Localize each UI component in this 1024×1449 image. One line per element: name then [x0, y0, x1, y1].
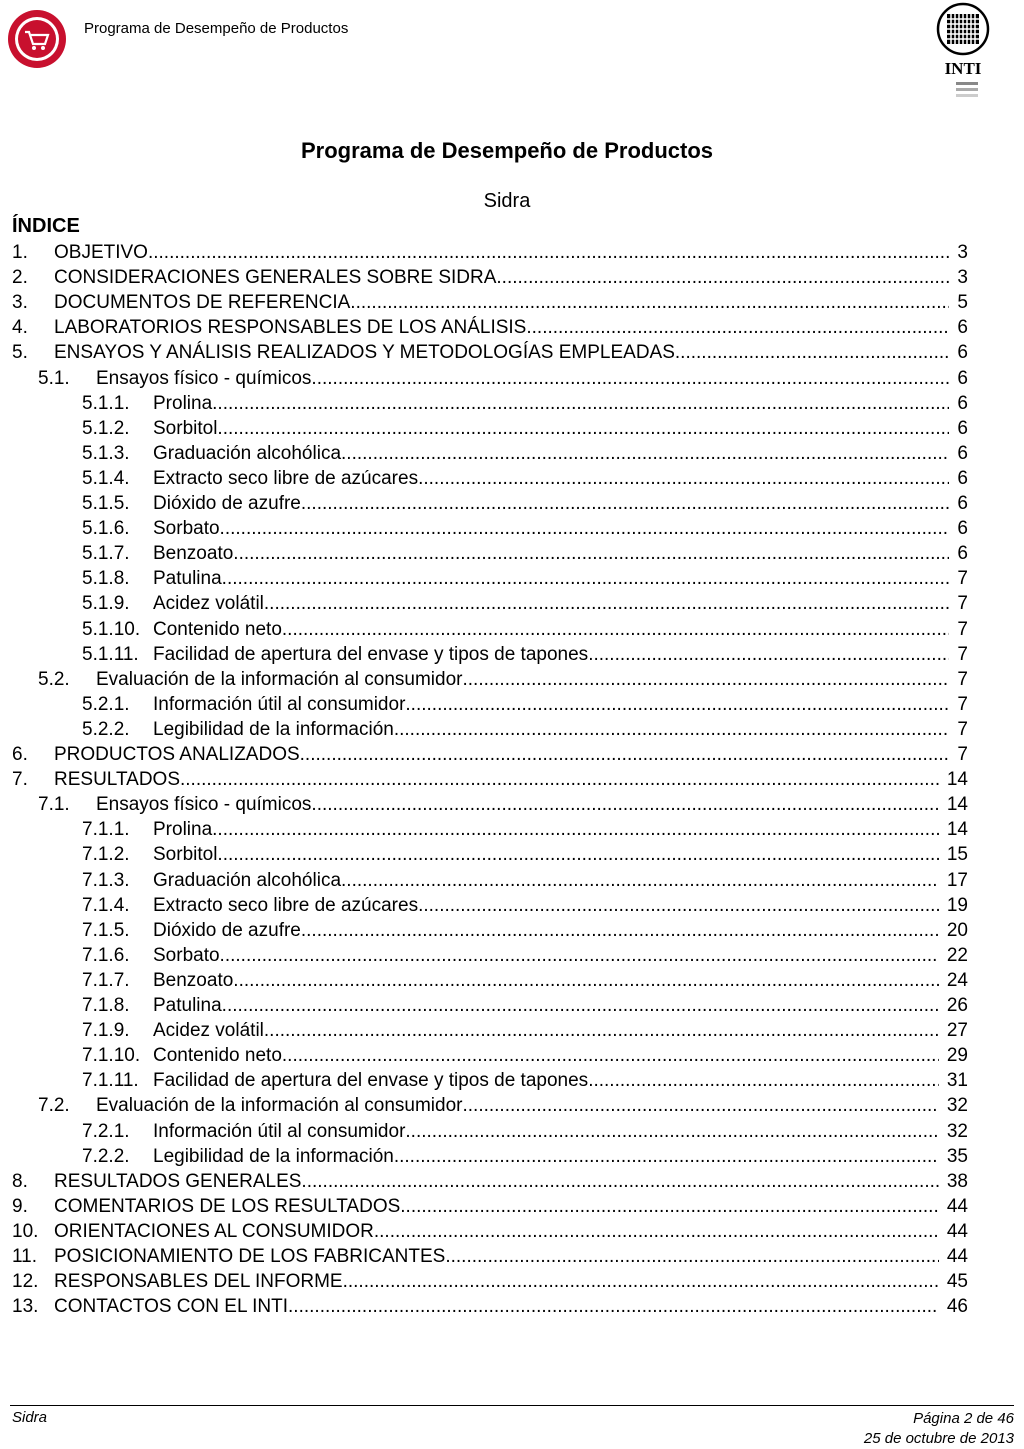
toc-entry-label: Prolina — [153, 392, 213, 414]
toc-entry-label: Información útil al consumidor — [153, 693, 406, 715]
toc-leader-dots — [301, 918, 939, 943]
toc-entry-label: Legibilidad de la información — [153, 1145, 394, 1167]
toc-entry[interactable] — [0, 541, 1024, 566]
toc-entry-label: LABORATORIOS RESPONSABLES DE LOS ANÁLISIS — [54, 317, 527, 339]
toc-entry-page: 5 — [957, 292, 968, 314]
toc-leader-dots — [217, 842, 938, 867]
toc-entry-label: Sorbitol — [153, 844, 218, 866]
toc-leader-dots — [311, 366, 949, 391]
toc-leader-dots — [462, 667, 949, 692]
toc-entry[interactable] — [0, 767, 1024, 792]
toc-entry-page: 31 — [946, 1070, 968, 1092]
toc-entry-number: 7.1.5. — [82, 919, 130, 941]
toc-entry-label: Graduación alcohólica — [153, 442, 342, 464]
toc-entry-page: 22 — [946, 944, 968, 966]
toc-entry-number: 7.1.9. — [82, 1020, 130, 1042]
toc-entry-number: 5.1.4. — [82, 467, 130, 489]
toc-entry[interactable] — [0, 290, 1024, 315]
toc-entry-label: Facilidad de apertura del envase y tipos de tapones — [153, 1070, 589, 1092]
toc-entry-label: Patulina — [153, 568, 222, 590]
toc-entry-number: 5.1.8. — [82, 568, 130, 590]
toc-leader-dots — [180, 767, 939, 792]
toc-entry-page: 32 — [946, 1095, 968, 1117]
toc-entry[interactable] — [0, 868, 1024, 893]
toc-entry-page: 7 — [957, 668, 968, 690]
toc-entry-page: 6 — [957, 367, 968, 389]
toc-entry-page: 24 — [946, 969, 968, 991]
toc-entry-number: 7.1.8. — [82, 995, 130, 1016]
toc-entry-number: 7.1.2. — [82, 844, 130, 866]
toc-entry-label: Acidez volátil — [153, 1020, 264, 1042]
toc-entry-label: Sorbato — [153, 944, 220, 966]
toc-leader-dots — [212, 391, 949, 416]
toc-entry-label: Ensayos físico - químicos — [96, 367, 312, 389]
toc-leader-dots — [588, 642, 949, 667]
index-heading: ÍNDICE — [12, 215, 80, 237]
toc-entry-label: ENSAYOS Y ANÁLISIS REALIZADOS Y METODOLOGÍAS EMPLEADAS — [54, 342, 675, 364]
toc-leader-dots — [220, 516, 950, 541]
toc-entry-number: 2. — [12, 267, 28, 289]
toc-entry-label: Sorbitol — [153, 417, 218, 439]
toc-entry-page: 14 — [946, 819, 968, 841]
toc-entry[interactable] — [0, 240, 1024, 265]
toc-entry-page: 44 — [946, 1220, 968, 1242]
toc-entry[interactable] — [0, 1043, 1024, 1068]
toc-entry-label: Contenido neto — [153, 1045, 282, 1067]
toc-entry-label: CONSIDERACIONES GENERALES SOBRE SIDRA — [54, 267, 497, 289]
toc-entry-label: Evaluación de la información al consumidor — [96, 668, 463, 690]
toc-entry-number: 7.2. — [38, 1095, 70, 1117]
toc-entry-label: Información útil al consumidor — [153, 1120, 406, 1142]
footer-meta — [864, 1409, 1014, 1449]
toc-entry-number: 7.1.3. — [82, 869, 130, 891]
toc-entry-page: 14 — [946, 794, 968, 816]
toc-entry-page: 15 — [946, 844, 968, 866]
toc-entry-number: 1. — [12, 242, 28, 263]
toc-leader-dots — [462, 1093, 938, 1118]
toc-entry-number: 12. — [12, 1271, 39, 1293]
toc-leader-dots — [526, 315, 949, 340]
toc-entry[interactable] — [0, 1119, 1024, 1144]
toc-entry-number: 5.1.3. — [82, 442, 130, 464]
toc-entry-page: 7 — [957, 593, 968, 615]
toc-entry-number: 10. — [12, 1220, 39, 1242]
toc-entry-page: 7 — [957, 744, 968, 765]
toc-leader-dots — [301, 491, 950, 516]
toc-leader-dots — [350, 290, 949, 315]
toc-entry-label: ORIENTACIONES AL CONSUMIDOR — [54, 1220, 374, 1242]
toc-entry-label: Ensayos físico - químicos — [96, 794, 312, 816]
toc-entry-label: Contenido neto — [153, 618, 282, 640]
toc-entry-page: 7 — [957, 693, 968, 715]
toc-entry[interactable] — [0, 642, 1024, 667]
toc-entry-page: 6 — [957, 442, 968, 464]
toc-entry-label: RESULTADOS — [54, 769, 180, 791]
toc-entry[interactable] — [0, 667, 1024, 692]
toc-entry-label: RESULTADOS GENERALES — [54, 1170, 302, 1192]
toc-entry[interactable] — [0, 792, 1024, 817]
toc-entry-number: 7.1.4. — [82, 894, 130, 916]
toc-leader-dots — [282, 617, 950, 642]
toc-leader-dots — [496, 265, 949, 290]
toc-entry-page: 46 — [946, 1296, 968, 1318]
footer-page-number: Página 2 de 46 — [913, 1410, 1014, 1427]
toc-entry-page: 29 — [946, 1045, 968, 1067]
toc-entry-page: 44 — [946, 1195, 968, 1217]
toc-entry-label: Legibilidad de la información — [153, 718, 394, 740]
toc-entry-number: 4. — [12, 317, 28, 339]
toc-entry-number: 9. — [12, 1195, 28, 1217]
toc-entry[interactable] — [0, 591, 1024, 616]
toc-entry[interactable] — [0, 943, 1024, 968]
toc-leader-dots — [394, 1144, 939, 1169]
toc-entry-page: 20 — [946, 919, 968, 941]
toc-entry-label: PRODUCTOS ANALIZADOS — [54, 744, 300, 765]
toc-leader-dots — [343, 1269, 939, 1294]
toc-entry[interactable] — [0, 1269, 1024, 1294]
toc-entry[interactable] — [0, 391, 1024, 416]
toc-entry[interactable] — [0, 918, 1024, 943]
toc-entry-number: 5.1.7. — [82, 543, 130, 565]
toc-leader-dots — [588, 1068, 939, 1093]
toc-entry-number: 6. — [12, 744, 28, 765]
toc-leader-dots — [311, 792, 938, 817]
toc-entry-page: 44 — [946, 1246, 968, 1267]
toc-entry-label: Benzoato — [153, 969, 234, 991]
toc-entry-number: 5.1.2. — [82, 417, 130, 439]
toc-entry-page: 38 — [946, 1170, 968, 1192]
toc-entry[interactable] — [0, 717, 1024, 742]
toc-entry-label: Extracto seco libre de azúcares — [153, 467, 419, 489]
toc-entry[interactable] — [0, 1294, 1024, 1319]
footer-date: 25 de octubre de 2013 — [863, 1430, 1014, 1447]
toc-entry-label: Facilidad de apertura del envase y tipos de tapones — [153, 643, 589, 665]
toc-entry-page: 26 — [946, 995, 968, 1016]
toc-entry[interactable] — [0, 441, 1024, 466]
program-seal-logo-icon — [6, 8, 68, 70]
toc-leader-dots — [405, 1119, 938, 1144]
toc-entry[interactable] — [0, 1219, 1024, 1244]
toc-entry-number: 7.2.2. — [82, 1145, 130, 1167]
toc-entry-number: 5.1.5. — [82, 493, 130, 514]
toc-leader-dots — [217, 416, 949, 441]
toc-entry[interactable] — [0, 466, 1024, 491]
toc-entry[interactable] — [0, 1093, 1024, 1118]
toc-entry-page: 6 — [957, 342, 968, 364]
toc-entry-number: 5.1.9. — [82, 593, 130, 615]
toc-entry-page: 45 — [946, 1271, 968, 1293]
toc-leader-dots — [301, 1169, 938, 1194]
toc-entry-page: 27 — [946, 1020, 968, 1042]
toc-entry-page: 35 — [946, 1145, 968, 1167]
toc-entry-page: 14 — [946, 769, 968, 791]
toc-entry[interactable] — [0, 1068, 1024, 1093]
toc-entry-number: 7.1.11. — [82, 1070, 139, 1092]
toc-leader-dots — [233, 541, 949, 566]
toc-entry-label: Acidez volátil — [153, 593, 264, 615]
toc-entry[interactable] — [0, 893, 1024, 918]
inti-logo-text: INTI — [944, 59, 982, 78]
toc-entry-number: 5. — [12, 342, 28, 364]
toc-entry-page: 32 — [946, 1120, 968, 1142]
toc-entry-label: Evaluación de la información al consumidor — [96, 1095, 463, 1117]
toc-entry-number: 5.1.11. — [82, 643, 139, 665]
document-title: Programa de Desempeño de Productos — [301, 138, 713, 163]
toc-leader-dots — [418, 893, 939, 918]
toc-entry[interactable] — [0, 491, 1024, 516]
toc-entry[interactable] — [0, 968, 1024, 993]
toc-leader-dots — [212, 817, 939, 842]
toc-leader-dots — [233, 968, 939, 993]
toc-entry[interactable] — [0, 1194, 1024, 1219]
footer-document-name: Sidra — [12, 1409, 48, 1426]
toc-leader-dots — [220, 943, 939, 968]
toc-entry[interactable] — [0, 566, 1024, 591]
toc-entry[interactable] — [0, 366, 1024, 391]
toc-entry[interactable] — [0, 817, 1024, 842]
toc-entry-label: POSICIONAMIENTO DE LOS FABRICANTES — [54, 1246, 446, 1267]
toc-entry-label: Graduación alcohólica — [153, 869, 342, 891]
toc-entry-page: 7 — [957, 618, 968, 640]
toc-entry[interactable] — [0, 340, 1024, 365]
toc-leader-dots — [405, 692, 949, 717]
toc-leader-dots — [341, 868, 939, 893]
toc-leader-dots — [222, 566, 950, 591]
toc-entry-number: 7.2.1. — [82, 1120, 130, 1142]
toc-leader-dots — [394, 717, 950, 742]
toc-entry-page: 6 — [957, 543, 968, 565]
toc-entry-page: 6 — [957, 392, 968, 414]
document-subtitle: Sidra — [483, 190, 531, 212]
toc-entry-label: Extracto seco libre de azúcares — [153, 894, 419, 916]
toc-entry-number: 13. — [12, 1296, 39, 1318]
toc-entry[interactable] — [0, 692, 1024, 717]
toc-leader-dots — [374, 1219, 939, 1244]
toc-entry[interactable] — [0, 1144, 1024, 1169]
toc-entry-number: 5.2. — [38, 668, 70, 690]
toc-entry-number: 7.1.1. — [82, 819, 130, 841]
toc-entry-number: 11. — [12, 1246, 38, 1267]
toc-entry-label: Prolina — [153, 819, 213, 841]
toc-entry-number: 5.2.2. — [82, 718, 130, 740]
toc-entry-label: Dióxido de azufre — [153, 493, 301, 514]
toc-entry-page: 6 — [957, 417, 968, 439]
toc-entry-number: 5.2.1. — [82, 693, 130, 715]
toc-entry-number: 7.1.10. — [82, 1045, 141, 1067]
toc-entry-label: DOCUMENTOS DE REFERENCIA — [54, 292, 351, 314]
toc-entry-label: Dióxido de azufre — [153, 919, 301, 941]
toc-entry-number: 3. — [12, 292, 28, 314]
toc-entry[interactable] — [0, 993, 1024, 1018]
toc-entry[interactable] — [0, 842, 1024, 867]
toc-entry-page: 3 — [957, 267, 968, 289]
toc-leader-dots — [264, 1018, 939, 1043]
toc-entry-number: 5.1.10. — [82, 618, 141, 640]
toc-entry-label: COMENTARIOS DE LOS RESULTADOS — [54, 1195, 401, 1217]
toc-entry-page: 6 — [957, 467, 968, 489]
toc-leader-dots — [400, 1194, 939, 1219]
toc-entry[interactable] — [0, 617, 1024, 642]
toc-leader-dots — [445, 1244, 939, 1269]
toc-entry[interactable] — [0, 516, 1024, 541]
toc-leader-dots — [300, 742, 950, 767]
toc-entry-number: 5.1.6. — [82, 518, 130, 540]
toc-entry-page: 7 — [957, 568, 968, 590]
toc-entry-number: 7.1.6. — [82, 944, 130, 966]
toc-entry-number: 8. — [12, 1170, 28, 1192]
toc-entry[interactable] — [0, 416, 1024, 441]
toc-entry-label: Sorbato — [153, 518, 220, 540]
toc-leader-dots — [222, 993, 939, 1018]
toc-entry-number: 7.1.7. — [82, 969, 130, 991]
toc-entry-number: 7. — [12, 769, 28, 791]
toc-entry-label: OBJETIVO — [54, 242, 148, 263]
toc-entry-page: 7 — [957, 643, 968, 665]
toc-entry-label: CONTACTOS CON EL INTI — [54, 1296, 289, 1318]
toc-entry[interactable] — [0, 1244, 1024, 1269]
toc-entry-page: 6 — [957, 317, 968, 339]
toc-entry-label: Benzoato — [153, 543, 234, 565]
toc-entry[interactable] — [0, 1018, 1024, 1043]
toc-leader-dots — [341, 441, 949, 466]
toc-entry[interactable] — [0, 1169, 1024, 1194]
toc-entry-number: 7.1. — [38, 794, 70, 816]
toc-leader-dots — [148, 240, 949, 265]
toc-entry[interactable] — [0, 742, 1024, 767]
toc-entry-page: 17 — [946, 869, 968, 891]
toc-entry-page: 19 — [946, 894, 968, 916]
toc-entry-label: RESPONSABLES DEL INFORME — [54, 1271, 343, 1293]
toc-entry-page: 3 — [957, 242, 968, 263]
toc-entry[interactable] — [0, 315, 1024, 340]
toc-leader-dots — [288, 1294, 939, 1319]
toc-leader-dots — [264, 591, 950, 616]
toc-entry-number: 5.1. — [38, 367, 70, 389]
footer-divider — [10, 1405, 1014, 1406]
toc-entry-page: 6 — [957, 493, 968, 514]
toc-entry-page: 6 — [957, 518, 968, 540]
header-program-name: Programa de Desempeño de Productos — [84, 20, 349, 37]
toc-entry-number: 5.1.1. — [82, 392, 130, 414]
toc-entry-label: Patulina — [153, 995, 222, 1016]
toc-leader-dots — [282, 1043, 939, 1068]
toc-entry[interactable] — [0, 265, 1024, 290]
toc-leader-dots — [418, 466, 949, 491]
toc-entry-page: 7 — [957, 718, 968, 740]
inti-logo-icon — [932, 2, 994, 102]
